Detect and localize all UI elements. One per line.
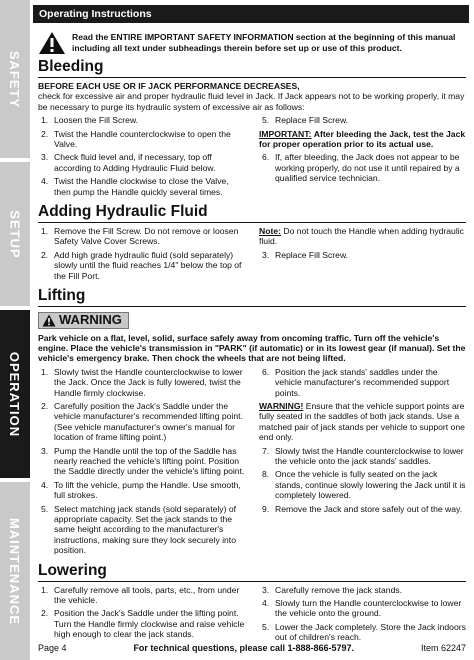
section-tabs — [0, 0, 30, 660]
list-item — [259, 504, 466, 514]
divider — [38, 581, 466, 582]
note-label: Note: — [259, 226, 281, 237]
adding-fluid-steps — [38, 226, 466, 284]
step-number: 1. — [41, 226, 49, 237]
page-footer — [38, 643, 466, 653]
step-number: 2. — [41, 249, 49, 260]
list-item — [259, 367, 466, 398]
step-text: Loosen the Fill Screw. — [54, 115, 139, 126]
step-number: 2. — [41, 128, 49, 139]
step-number: 3. — [41, 152, 49, 163]
step-text: Replace Fill Screw. — [275, 249, 349, 260]
step-text: Once the vehicle is fully seated on the jack stands, continue slowly lowering the Jack until it is completely lowered. — [275, 469, 466, 501]
adding-fluid-heading: Adding Hydraulic Fluid — [38, 203, 208, 221]
list-item — [259, 250, 466, 260]
step-number: 2. — [41, 400, 49, 411]
tab-maintenance — [0, 482, 30, 660]
step-number: 1. — [41, 115, 49, 126]
safety-notice-text: Read the ENTIRE IMPORTANT SAFETY INFORMATION section at the beginning of this manual including all text under subheadings therein before set up or use of this product. — [72, 32, 456, 53]
step-text: Pump the Handle until the top of the Saddle has nearly reached the vehicle's lifting point. Position the Saddle directly under the vehicle's lifting point. — [54, 445, 245, 477]
item-number: Item 62247 — [420, 643, 466, 653]
step-number: 2. — [41, 608, 49, 619]
list-item — [38, 176, 245, 197]
fluid-note — [259, 226, 466, 247]
step-text: Position the Jack's Saddle under the lifting point. Turn the Handle firmly clockwise and raise vehicle high enough to clear the jack stands. — [54, 608, 245, 640]
step-text: Slowly twist the Handle counterclockwise to lower the Jack. Once the Jack is fully lowered, twist the Handle firmly clockwise. — [54, 366, 243, 398]
list-item — [38, 446, 245, 477]
step-number: 4. — [41, 479, 49, 490]
step-text: Carefully position the Jack's Saddle under the vehicle manufacturer's recommended lifting point. (See vehicle manufacturer's owner's manual for location of frame lifting point.) — [54, 400, 243, 443]
list-item — [38, 504, 245, 556]
tab-maintenance-label: MAINTENANCE — [7, 517, 23, 625]
lifting-warning-text: Park vehicle on a flat, level, solid, surface safely away from oncoming traffic. Turn off the vehicle's engine. Place the vehicle's transmission in "PARK" (if automatic) or in its lowest gear (if manual). Set the vehicle's emergency brake. Then chock the wheels that are not being lifted. — [38, 332, 466, 364]
step-text: Lower the Jack completely. Store the Jack indoors out of children's reach. — [275, 621, 466, 643]
tab-operation-label: OPERATION — [7, 351, 23, 437]
main-content — [38, 26, 466, 646]
list-item — [38, 250, 245, 281]
list-item — [259, 152, 466, 183]
list-item — [38, 367, 245, 398]
list-item — [38, 608, 245, 639]
step-text: Position the jack stands' saddles under the vehicle manufacturer's recommended support points. — [275, 366, 450, 398]
step-number: 4. — [41, 176, 49, 187]
note-text: Do not touch the Handle when adding hydraulic fluid. — [259, 226, 464, 247]
step-number: 3. — [262, 249, 270, 260]
step-number: 6. — [262, 152, 270, 163]
step-number: 4. — [262, 598, 270, 609]
step-text: Select matching jack stands (sold separately) of appropriate capacity. Set the jack stands to the same height according to the manufacturer's instructions, making sure they lock securely into position. — [54, 503, 236, 556]
list-item — [259, 585, 466, 595]
support-warning-label: WARNING! — [259, 400, 304, 411]
step-number: 8. — [262, 469, 270, 480]
list-item — [38, 480, 245, 501]
bleeding-heading: Bleeding — [38, 58, 104, 75]
step-number: 1. — [41, 366, 49, 377]
step-number: 3. — [41, 445, 49, 456]
list-item — [38, 129, 245, 150]
lowering-heading: Lowering — [38, 561, 107, 579]
step-text: Remove the Fill Screw. Do not remove or loosen Safety Valve Cover Screws. — [54, 226, 239, 247]
warning-triangle-icon — [38, 31, 66, 55]
bleeding-lead-bold: BEFORE EACH USE OR IF JACK PERFORMANCE DECREASES, — [38, 81, 300, 91]
step-number: 6. — [262, 366, 270, 377]
bleeding-steps — [38, 115, 466, 200]
page-number: Page 4 — [38, 643, 67, 653]
important-note — [259, 129, 466, 150]
warning-label: WARNING — [59, 312, 122, 328]
divider — [38, 222, 466, 223]
step-number: 5. — [262, 115, 270, 126]
list-item — [38, 401, 245, 443]
step-text: To lift the vehicle, pump the Handle. Use smooth, full strokes. — [54, 479, 241, 501]
tab-setup-label: SETUP — [7, 209, 23, 259]
step-text: Check fluid level and, if necessary, top off according to Adding Hydraulic Fluid below. — [54, 152, 216, 173]
list-item — [38, 152, 245, 173]
step-text: Add high grade hydraulic fluid (sold separately) slowly until the fluid reaches 1/4" below the top of the Fill Port. — [54, 249, 242, 281]
tech-support-line: For technical questions, please call 1-888-866-5797. — [133, 643, 355, 653]
step-text: Twist the Handle counterclockwise to open the Valve. — [54, 128, 231, 150]
step-text: Slowly twist the Handle counterclockwise to lower the vehicle onto the jack stands' saddles. — [275, 445, 464, 466]
step-text: Replace Fill Screw. — [275, 115, 349, 126]
step-text: If, after bleeding, the Jack does not appear to be working properly, do not use it until repaired by a qualified service technician. — [275, 152, 460, 184]
important-label: IMPORTANT: — [259, 128, 312, 139]
step-number: 9. — [262, 503, 270, 514]
list-item — [38, 115, 245, 125]
list-item — [38, 226, 245, 247]
step-text: Slowly turn the Handle counterclockwise to lower the vehicle onto the ground. — [275, 598, 462, 619]
safety-notice — [38, 31, 466, 55]
support-warning — [259, 401, 466, 443]
tab-safety — [0, 0, 30, 158]
list-item — [38, 585, 245, 606]
list-item — [259, 469, 466, 500]
step-text: Carefully remove the jack stands. — [275, 584, 403, 595]
bleeding-lead-text: check for excessive air and proper hydraulic fluid level in Jack. If Jack appears not to be working properly, it may be necessary to purge its hydraulic system of excessive air as follows: — [38, 91, 465, 112]
step-number: 5. — [262, 621, 270, 632]
tab-setup — [0, 162, 30, 306]
lowering-steps — [38, 585, 466, 646]
list-item — [259, 622, 466, 643]
step-number: 1. — [41, 584, 49, 595]
step-number: 7. — [262, 445, 270, 456]
lifting-steps — [38, 367, 466, 559]
step-text: Carefully remove all tools, parts, etc., from under the vehicle. — [54, 584, 240, 606]
step-number: 5. — [41, 503, 49, 514]
step-number: 3. — [262, 584, 270, 595]
divider — [38, 306, 466, 307]
divider — [38, 77, 466, 78]
step-text: Remove the Jack and store safely out of the way. — [275, 503, 463, 514]
list-item — [259, 446, 466, 467]
tab-safety-label: SAFETY — [7, 50, 23, 108]
page-header: Operating Instructions — [33, 5, 469, 23]
list-item — [259, 598, 466, 619]
bleeding-lead — [38, 81, 466, 112]
lifting-heading: Lifting — [38, 287, 86, 305]
warning-triangle-icon — [42, 314, 56, 327]
support-warning-text: Ensure that the vehicle support points are fully seated in the saddles of both jack stands. Use a matched pair of jack stands per vehicle to support one end only. — [259, 400, 465, 443]
tab-operation — [0, 310, 30, 478]
step-text: Twist the Handle clockwise to close the Valve, then pump the Handle quickly several times. — [54, 176, 229, 197]
important-text: After bleeding the Jack, test the Jack for proper operation prior to its actual use. — [259, 128, 466, 150]
warning-badge — [38, 312, 129, 329]
list-item — [259, 115, 466, 125]
